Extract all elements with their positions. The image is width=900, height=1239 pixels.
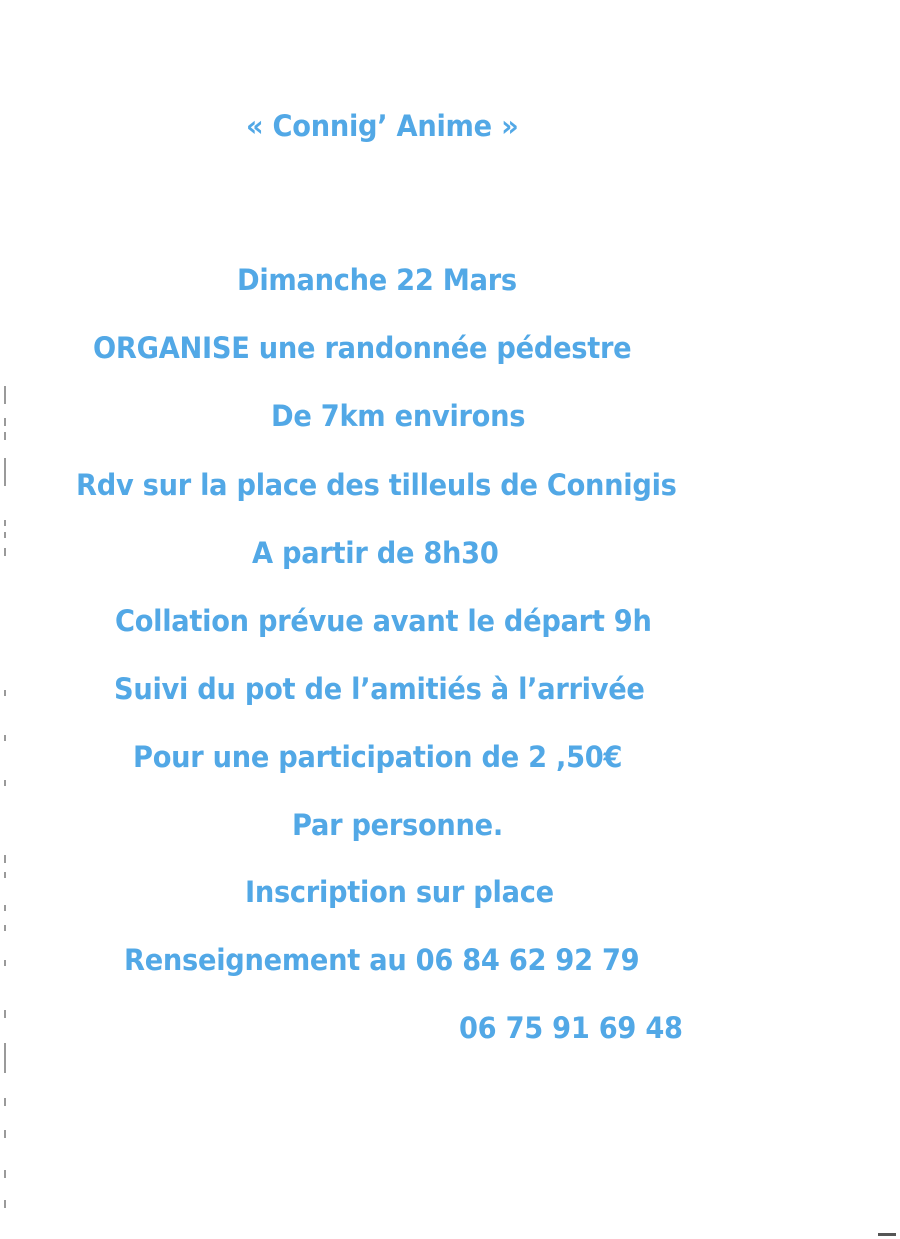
scan-mark <box>4 872 6 878</box>
scan-mark <box>4 780 6 786</box>
event-registration: Inscription sur place <box>245 875 554 909</box>
scan-mark <box>4 735 6 741</box>
scan-mark <box>4 532 6 538</box>
scan-mark <box>4 690 6 696</box>
scan-mark <box>4 1043 6 1073</box>
scan-mark <box>4 1098 6 1106</box>
scan-mark <box>4 1130 6 1138</box>
scan-mark <box>4 960 6 966</box>
scan-mark <box>4 925 6 931</box>
scan-mark <box>4 905 6 911</box>
scan-mark <box>4 1200 6 1208</box>
scan-mark <box>4 520 6 526</box>
event-organise-line: ORGANISE une randonnée pédestre <box>93 331 632 365</box>
scan-mark <box>4 458 6 486</box>
event-start-time: A partir de 8h30 <box>252 536 499 570</box>
event-per-person: Par personne. <box>292 808 503 842</box>
scan-mark <box>4 418 6 426</box>
flyer-title: « Connig’ Anime » <box>246 109 519 143</box>
scan-mark <box>4 432 6 440</box>
event-info-phone: Renseignement au 06 84 62 92 79 <box>124 943 640 977</box>
event-date: Dimanche 22 Mars <box>237 263 517 297</box>
scan-mark <box>4 855 6 863</box>
event-drinks: Suivi du pot de l’amitiés à l’arrivée <box>114 672 645 706</box>
event-price: Pour une participation de 2 ,50€ <box>133 740 623 774</box>
scan-mark <box>4 1010 6 1018</box>
scan-mark <box>4 548 6 556</box>
event-second-phone: 06 75 91 69 48 <box>459 1011 683 1045</box>
event-meeting-point: Rdv sur la place des tilleuls de Connigis <box>76 468 677 502</box>
scan-mark <box>4 386 6 404</box>
scan-mark <box>4 1170 6 1178</box>
event-snack: Collation prévue avant le départ 9h <box>115 604 652 638</box>
scan-corner-mark <box>878 1233 896 1236</box>
event-distance: De 7km environs <box>271 399 526 433</box>
